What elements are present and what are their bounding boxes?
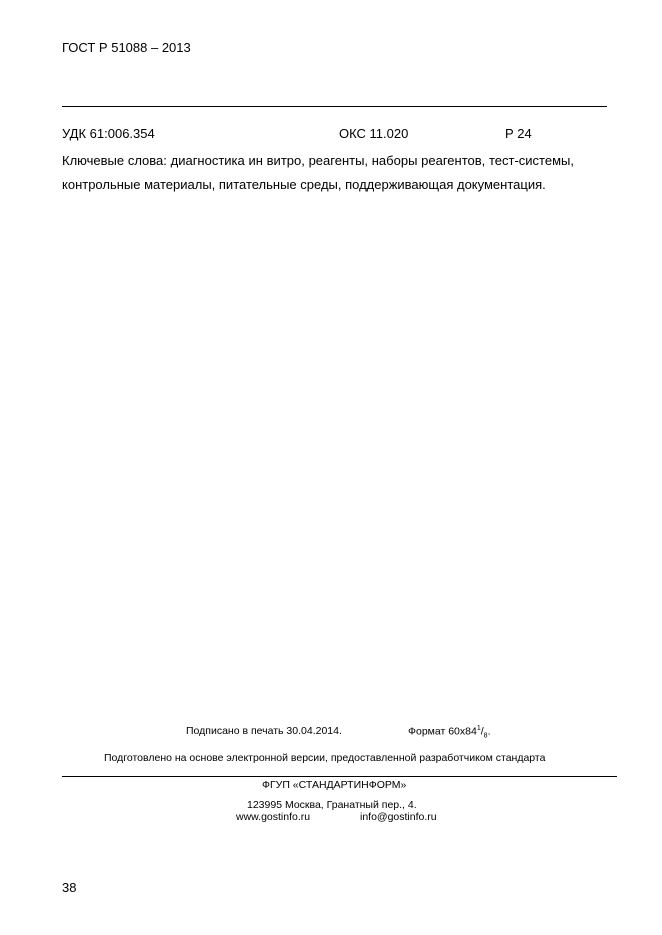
publisher-name: ФГУП «СТАНДАРТИНФОРМ»: [262, 779, 407, 791]
udk-code: УДК 61:006.354: [62, 126, 155, 141]
format-prefix: Формат 60х84: [408, 725, 477, 738]
keywords-paragraph: Ключевые слова: диагностика ин витро, реагенты, наборы реагентов, тест-системы, контрольные материалы, питательные среды, поддерживающая документация.: [62, 153, 574, 192]
imprint-divider: [62, 776, 617, 777]
page-number: 38: [62, 880, 77, 895]
header-divider: [62, 106, 607, 107]
oks-code: ОКС 11.020: [339, 126, 409, 141]
format-numerator: 1: [476, 725, 481, 732]
prepared-note: Подготовлено на основе электронной версии, предоставленной разработчиком стандарта: [104, 752, 546, 764]
print-format: Формат $60х84^1/_8$.: [408, 725, 491, 740]
publisher-website: www.gostinfo.ru: [236, 811, 311, 823]
r-code: Р 24: [505, 126, 532, 141]
document-header: ГОСТ Р 51088 – 2013: [62, 40, 191, 55]
format-suffix: .: [487, 725, 491, 738]
format-denominator: 8: [483, 732, 488, 740]
publisher-address: 123995 Москва, Гранатный пер., 4.: [247, 799, 417, 811]
signed-date: Подписано в печать 30.04.2014.: [186, 725, 342, 737]
publisher-email: info@gostinfo.ru: [360, 811, 437, 823]
